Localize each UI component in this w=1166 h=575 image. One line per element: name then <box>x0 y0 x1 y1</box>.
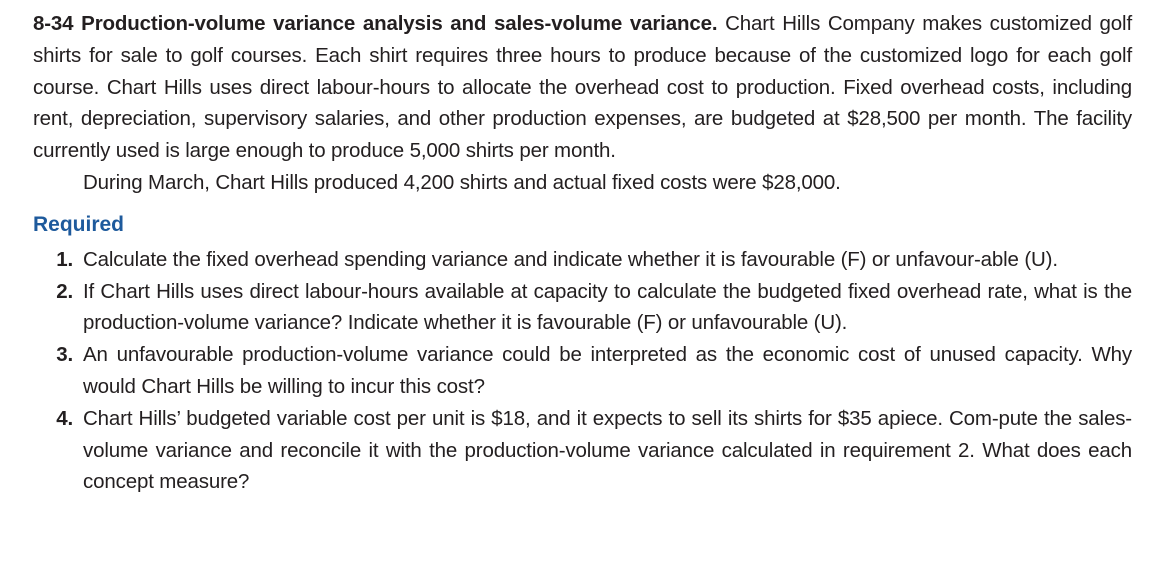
problem-title: Production-volume variance analysis and sales-volume variance. <box>81 12 718 35</box>
requirement-item-4 <box>33 403 1132 498</box>
requirement-item-3 <box>33 339 1132 403</box>
requirement-number: 3. <box>56 343 73 367</box>
requirement-text: If Chart Hills uses direct labour-hours available at capacity to calculate the budgeted fixed overhead rate, what is the production-volume variance? Indicate whether it is favourable (F) or unfavourable (U). <box>83 279 1132 335</box>
requirement-text: Calculate the fixed overhead spending variance and indicate whether it is favourable (F) or unfavour-able (U). <box>83 247 1058 271</box>
problem-intro-text: Chart Hills Company makes customized golf shirts for sale to golf courses. Each shirt requires three hours to produce because of the customized logo for each golf course. Chart Hills uses direct labour-hours to allocate the overhead cost to production. Fixed overhead costs, including rent, depreciation, supervisory salaries, and other production expenses, are budgeted at $28,500 per month. The facility currently used is large enough to produce 5,000 shirts per month. <box>33 12 1133 163</box>
problem-number: 8-34 <box>33 12 74 35</box>
requirement-number: 4. <box>56 406 73 430</box>
march-paragraph: During March, Chart Hills produced 4,200 shirts and actual fixed costs were $28,000. <box>83 170 841 194</box>
requirement-text: Chart Hills’ budgeted variable cost per unit is $18, and it expects to sell its shirts for $35 apiece. Com-pute the sales-volume variance and reconcile it with the production-volume variance calculated in requirement 2. What does each concept measure? <box>83 406 1132 494</box>
requirements-list <box>33 244 1132 498</box>
requirement-item-2 <box>33 276 1132 340</box>
problem-intro-paragraph <box>33 8 1132 167</box>
requirement-text: An unfavourable production-volume variance could be interpreted as the economic cost of unused capacity. Why would Chart Hills be willing to incur this cost? <box>83 343 1132 398</box>
required-heading: Required <box>33 212 125 236</box>
requirement-number: 2. <box>56 279 73 303</box>
requirement-number: 1. <box>56 247 73 271</box>
requirement-item-1 <box>33 244 1132 276</box>
